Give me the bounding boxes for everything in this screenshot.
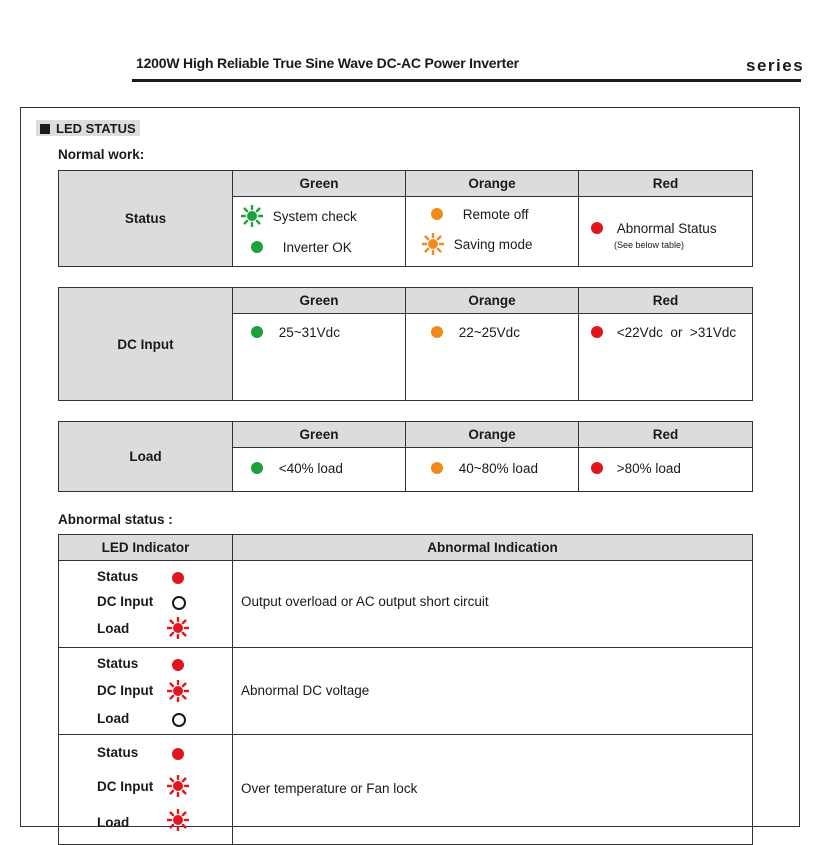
load-label: Load [97, 711, 130, 726]
led-item-text: Inverter OK [282, 239, 352, 255]
dc-input-row-label: DC Input [59, 288, 233, 401]
orange-column-header: Orange [406, 171, 579, 197]
status-table [58, 170, 753, 267]
dc-input-led-icon [167, 775, 189, 797]
led-item-text: System check [272, 208, 357, 224]
led-item [431, 324, 520, 340]
dc-input-red-cell [579, 314, 753, 401]
orange-led-icon [431, 462, 443, 474]
led-item [251, 324, 340, 340]
normal-work-heading: Normal work: [58, 147, 145, 162]
led-indicator-cell [59, 648, 233, 735]
red-column-header: Red [579, 288, 753, 314]
led-item [251, 460, 343, 476]
load-orange-cell [406, 448, 579, 492]
indication-text: Over temperature or Fan lock [241, 781, 418, 796]
orange-column-header: Orange [406, 288, 579, 314]
led-item-text: 25~31Vdc [278, 324, 340, 340]
indication-text: Abnormal DC voltage [241, 683, 370, 698]
led-indicator-column-header: LED Indicator [59, 535, 233, 561]
red-led-icon [591, 220, 603, 235]
indication-cell [233, 561, 753, 648]
led-item [241, 205, 357, 227]
status-led-icon [172, 746, 184, 761]
status-row-label: Status [59, 171, 233, 267]
see-below-note: (See below table) [614, 240, 685, 250]
led-item [251, 239, 352, 255]
led-item-text: Saving mode [453, 236, 533, 252]
table-row [59, 648, 753, 735]
dc-input-label: DC Input [97, 594, 154, 609]
status-label: Status [97, 569, 139, 584]
blinking-orange-led-icon [422, 236, 444, 251]
orange-led-icon [431, 206, 443, 221]
series-label: series [746, 56, 805, 75]
square-bullet-icon [40, 124, 50, 134]
green-column-header: Green [233, 422, 406, 448]
indication-text: Output overload or AC output short circuit [241, 594, 489, 609]
table-row [59, 735, 753, 845]
led-item [431, 206, 529, 222]
led-item-text: 22~25Vdc [458, 324, 520, 340]
load-label: Load [97, 815, 130, 830]
led-item-text: >80% load [616, 460, 681, 476]
dc-input-label: DC Input [97, 779, 154, 794]
green-column-header: Green [233, 171, 406, 197]
red-led-icon [591, 326, 603, 338]
status-orange-cell [406, 197, 579, 267]
led-item-text: <40% load [278, 460, 343, 476]
red-led-icon [591, 462, 603, 474]
led-indicator-cell [59, 561, 233, 648]
dc-input-led-icon [172, 595, 186, 610]
load-table [58, 421, 753, 492]
red-column-header: Red [579, 422, 753, 448]
led-item [431, 460, 538, 476]
dc-input-label: DC Input [97, 683, 154, 698]
status-green-cell [233, 197, 406, 267]
section-title-text: LED STATUS [56, 121, 136, 136]
led-item-text: Remote off [462, 206, 529, 222]
orange-led-icon [431, 326, 443, 338]
document-title: 1200W High Reliable True Sine Wave DC-AC Power Inverter [136, 55, 519, 71]
status-led-icon [172, 657, 184, 672]
led-item [591, 220, 717, 236]
load-led-icon [167, 809, 189, 831]
green-column-header: Green [233, 288, 406, 314]
dc-input-green-cell [233, 314, 406, 401]
green-led-icon [251, 462, 263, 474]
orange-column-header: Orange [406, 422, 579, 448]
status-led-icon [172, 570, 184, 585]
load-green-cell [233, 448, 406, 492]
dc-input-led-icon [167, 680, 189, 702]
green-led-icon [251, 239, 263, 254]
load-row-label: Load [59, 422, 233, 492]
led-item [422, 233, 533, 255]
led-item-text: Abnormal Status [616, 220, 717, 236]
abnormal-indication-column-header: Abnormal Indication [233, 535, 753, 561]
blinking-green-led-icon [241, 208, 263, 223]
led-item [591, 460, 681, 476]
red-column-header: Red [579, 171, 753, 197]
dc-input-table [58, 287, 753, 401]
abnormal-status-table [58, 534, 753, 845]
dc-input-orange-cell [406, 314, 579, 401]
abnormal-status-heading: Abnormal status : [58, 512, 173, 527]
green-led-icon [251, 326, 263, 338]
led-indicator-cell [59, 735, 233, 845]
indication-cell [233, 735, 753, 845]
load-red-cell [579, 448, 753, 492]
header-rule [132, 79, 801, 82]
section-title [36, 120, 140, 136]
load-label: Load [97, 621, 130, 636]
led-item [591, 324, 736, 340]
led-item-text: <22Vdc or >31Vdc [616, 324, 737, 340]
indication-cell [233, 648, 753, 735]
load-led-icon [172, 712, 186, 727]
led-item-text: 40~80% load [458, 460, 538, 476]
table-row [59, 561, 753, 648]
status-red-cell [579, 197, 753, 267]
status-label: Status [97, 745, 139, 760]
load-led-icon [167, 617, 189, 639]
status-label: Status [97, 656, 139, 671]
